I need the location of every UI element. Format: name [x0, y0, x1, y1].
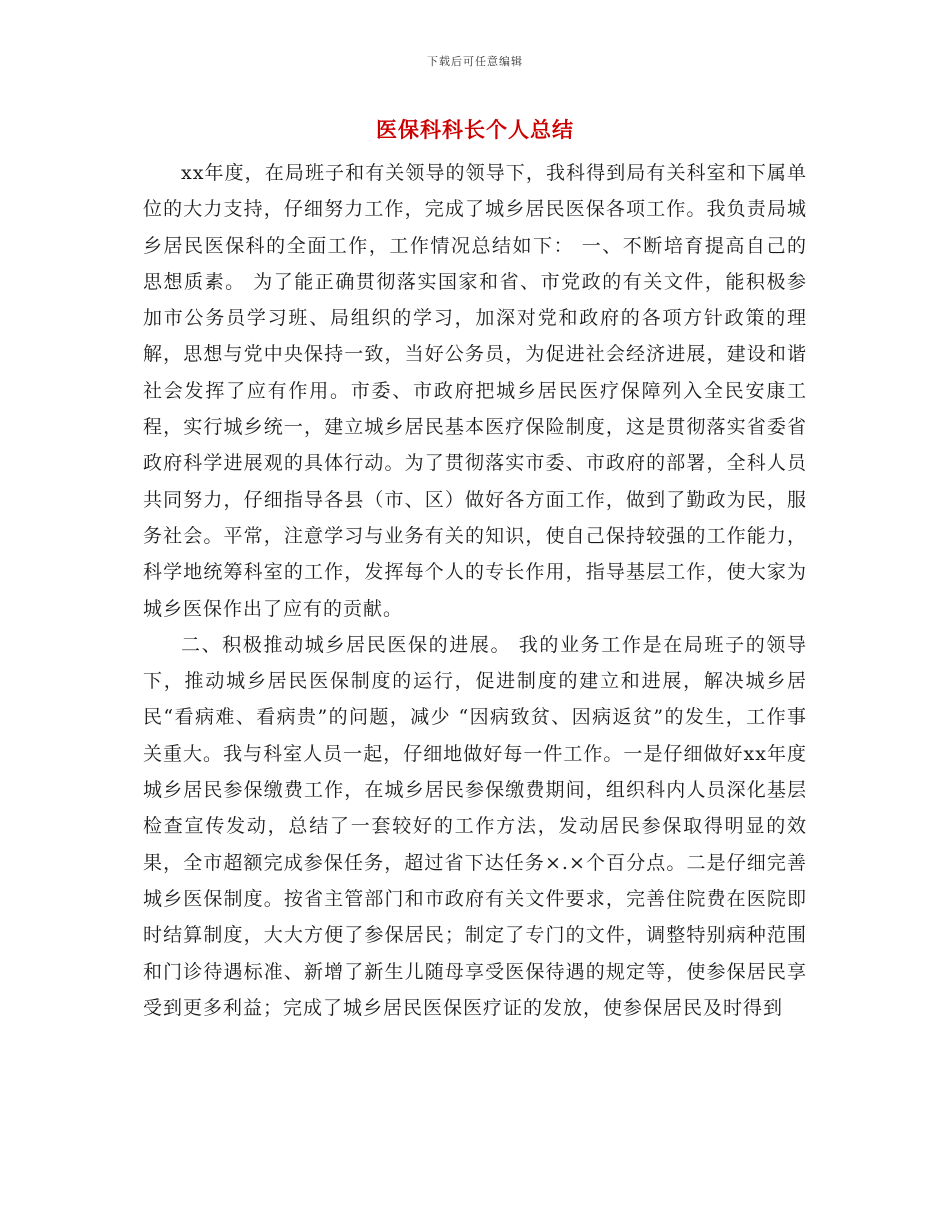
paragraph-2: 二、积极推动城乡居民医保的进展。 我的业务工作是在局班子的领导下，推动城乡居民医保制度的运行，促进制度的建立和进展，解决城乡居民“看病难、看病贵”的问题，减少 “因病致贫、因病返贫”的发生，工作事关重大。我与科室人员一起，仔细地做好每一件工作。一是仔细做好xx年度城乡居民参保缴费工作，在城乡居民参保缴费期间，组织科内人员深化基层检查宣传发动，总结了一套较好的工作方法，发动居民参保取得明显的效果，全市超额完成参保任务，超过省下达任务×.×个百分点。二是仔细完善城乡医保制度。按省主管部门和市政府有关文件要求，完善住院费在医院即时结算制度，大大方便了参保居民；制定了专门的文件，调整特别病种范围和门诊待遇标准、新增了新生儿随母享受医保待遇的规定等，使参保居民享受到更多利益；完成了城乡居民医保医疗证的发放，使参保居民及时得到 [143, 633, 807, 1019]
paragraph-1: xx年度，在局班子和有关领导的领导下，我科得到局有关科室和下属单位的大力支持，仔细努力工作，完成了城乡居民医保各项工作。我负责局城乡居民医保科的全面工作，工作情况总结如下： 一、不断培育提高自己的思想质素。 为了能正确贯彻落实国家和省、市党政的有关文件，能积极参加市公务员学习班、局组织的学习，加深对党和政府的各项方针政策的理解，思想与党中央保持一致，当好公务员，为促进社会经济进展，建设和谐社会发挥了应有作用。市委、市政府把城乡居民医疗保障列入全民安康工程，实行城乡统一，建立城乡居民基本医疗保险制度，这是贯彻落实省委省政府科学进展观的具体行动。为了贯彻落实市委、市政府的部署，全科人员共同努力，仔细指导各县（市、区）做好各方面工作，做到了勤政为民，服务社会。平常，注意学习与业务有关的知识，使自己保持较强的工作能力，科学地统筹科室的工作，发挥每个人的专长作用，指导基层工作，使大家为城乡医保作出了应有的贡献。 [143, 162, 807, 620]
header-note: 下载后可任意编辑 [427, 55, 523, 68]
document-body [143, 155, 807, 1026]
document-title: 医保科科长个人总结 [376, 117, 574, 142]
